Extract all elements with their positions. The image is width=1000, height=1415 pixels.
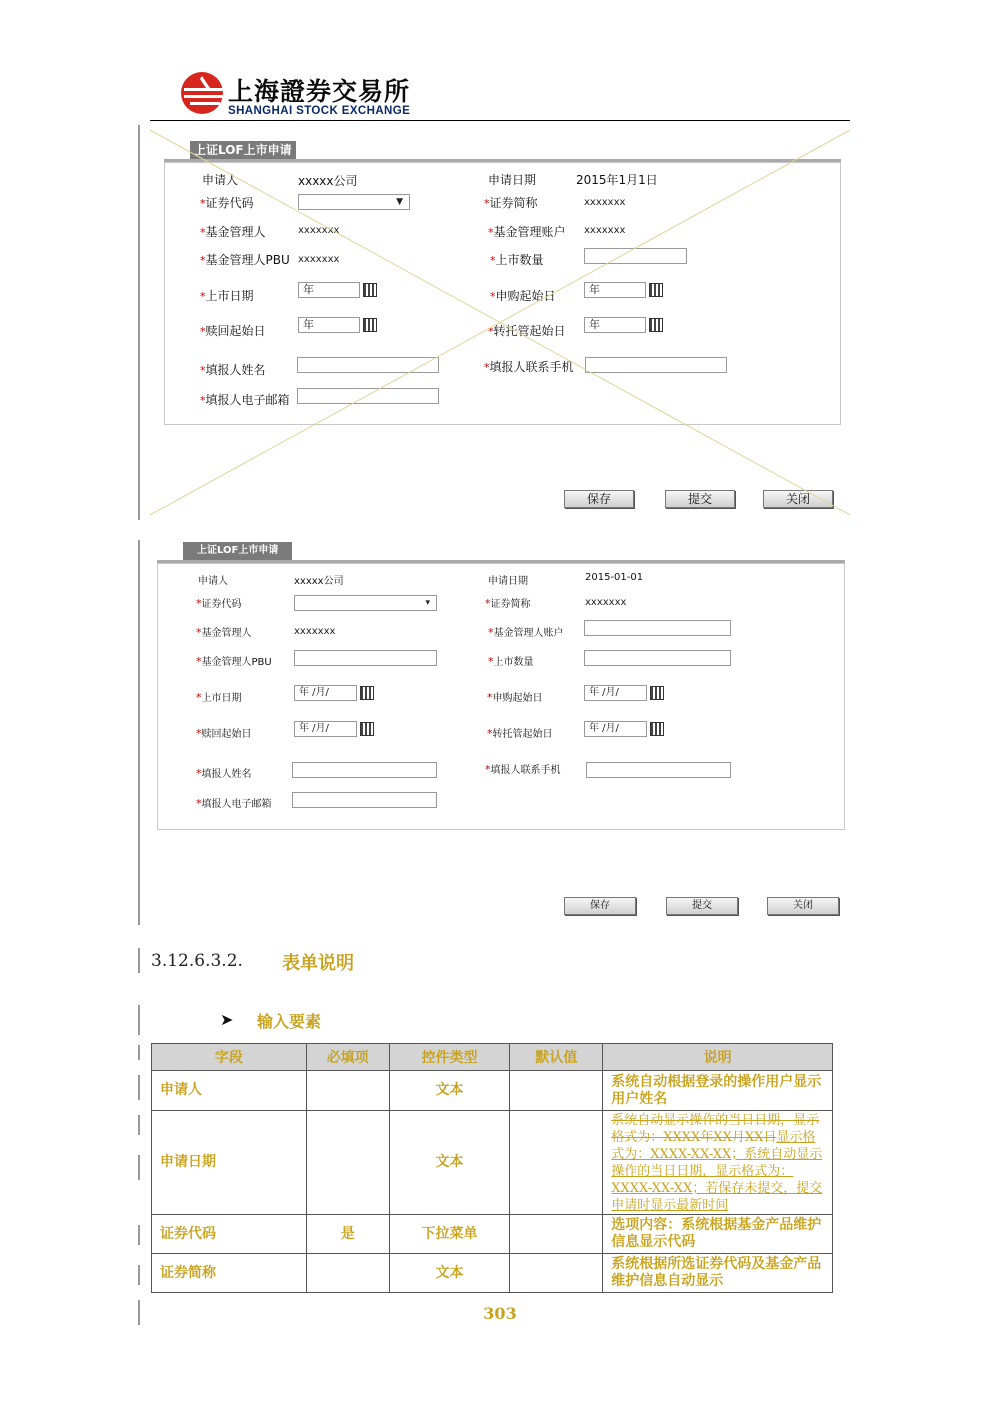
change-bar — [138, 1045, 140, 1060]
security-short-value: xxxxxxx — [585, 597, 627, 608]
form-tab[interactable]: 上证LOF上市申请 — [190, 141, 296, 159]
redemption-start-input[interactable]: 年 — [298, 317, 360, 333]
fund-manager-label: *基金管理人 — [200, 225, 266, 239]
cell-default — [510, 1254, 603, 1293]
applicant-label: 申请人 — [202, 173, 239, 187]
fund-manager-account-input[interactable] — [584, 620, 731, 636]
transfer-start-label: *转托管起始日 — [488, 324, 566, 338]
security-code-select[interactable]: ▼ — [298, 194, 410, 210]
change-bar — [138, 125, 140, 520]
transfer-start-input[interactable]: 年 — [584, 317, 646, 333]
reporter-name-input[interactable] — [292, 762, 437, 778]
mockup-new — [150, 540, 850, 925]
redemption-start-input[interactable]: 年 /月/ — [294, 721, 357, 737]
cell-required: 是 — [306, 1215, 389, 1254]
fund-manager-account-label: *基金管理账户 — [488, 225, 566, 239]
change-bar — [138, 1115, 140, 1135]
calendar-icon[interactable] — [360, 686, 374, 700]
cell-control: 文本 — [389, 1071, 510, 1111]
cell-required — [306, 1111, 389, 1215]
page-number: 303 — [483, 1304, 517, 1323]
input-elements-table — [151, 1043, 833, 1293]
cell-description: 选项内容：系统根据基金产品维护信息显示代码 — [603, 1215, 833, 1254]
change-bar — [138, 1155, 140, 1180]
table-row — [152, 1254, 833, 1293]
cell-control: 下拉菜单 — [389, 1215, 510, 1254]
calendar-icon[interactable] — [650, 686, 664, 700]
reporter-phone-label: *填报人联系手机 — [485, 763, 561, 776]
change-bar — [138, 1075, 140, 1100]
reporter-name-label: *填报人姓名 — [196, 767, 252, 780]
change-bar — [138, 948, 140, 973]
cell-required — [306, 1254, 389, 1293]
logo-english-name: SHANGHAI STOCK EXCHANGE — [228, 105, 411, 117]
header-control-type: 控件类型 — [389, 1044, 510, 1071]
listing-quantity-label: *上市数量 — [488, 655, 534, 668]
applicant-value: xxxxx公司 — [294, 576, 344, 587]
cell-default — [510, 1215, 603, 1254]
calendar-icon[interactable] — [650, 722, 664, 736]
submit-button[interactable]: 提交 — [666, 897, 738, 915]
cell-description: 系统根据所选证券代码及基金产品维护信息自动显示 — [603, 1254, 833, 1293]
sse-logo — [180, 70, 425, 122]
header-default: 默认值 — [510, 1044, 603, 1071]
section-title: 表单说明 — [282, 953, 354, 974]
listing-date-input[interactable]: 年 /月/ — [294, 685, 357, 701]
header-description: 说明 — [603, 1044, 833, 1071]
reporter-phone-input[interactable] — [586, 762, 731, 778]
strike-cross — [150, 125, 850, 520]
close-button[interactable]: 关闭 — [763, 490, 833, 508]
close-button[interactable]: 关闭 — [767, 897, 839, 915]
cell-control: 文本 — [389, 1254, 510, 1293]
cell-default — [510, 1071, 603, 1111]
reporter-name-label: *填报人姓名 — [200, 363, 266, 377]
security-short-label: *证券简称 — [484, 196, 538, 210]
fund-manager-value: xxxxxxx — [294, 626, 336, 637]
reporter-email-label: *填报人电子邮箱 — [196, 797, 272, 810]
listing-date-label: *上市日期 — [196, 691, 242, 704]
fund-manager-pbu-label: *基金管理人PBU — [200, 253, 290, 267]
subscription-start-label: *申购起始日 — [490, 289, 556, 303]
listing-date-input[interactable]: 年 — [298, 282, 360, 298]
fund-manager-value: xxxxxxx — [298, 225, 340, 236]
header-required: 必填项 — [306, 1044, 389, 1071]
applicant-value: xxxxx公司 — [298, 174, 358, 188]
table-header-row — [152, 1044, 833, 1071]
cell-description — [603, 1111, 833, 1215]
apply-date-value: 2015年1月1日 — [576, 173, 658, 187]
change-bar — [138, 540, 140, 925]
listing-quantity-label: *上市数量 — [490, 253, 544, 267]
apply-date-label: 申请日期 — [488, 173, 537, 187]
cell-default — [510, 1111, 603, 1215]
table-row — [152, 1071, 833, 1111]
save-button[interactable]: 保存 — [564, 490, 634, 508]
inserted-text: 显示格式为：XXXX-XX-XX；系统自动显示操作的当日日期，显示格式为：XXXX-XX-XX；若保存未提交，提交申请时显示最新时间 — [611, 1129, 823, 1213]
redemption-start-label: *赎回起始日 — [196, 727, 252, 740]
cell-field: 申请人 — [152, 1071, 307, 1111]
apply-date-label: 申请日期 — [488, 576, 528, 587]
transfer-start-input[interactable]: 年 /月/ — [584, 721, 647, 737]
reporter-phone-label: *填报人联系手机 — [484, 360, 574, 374]
reporter-email-label: *填报人电子邮箱 — [200, 393, 290, 407]
section-number: 3.12.6.3.2. — [151, 951, 243, 971]
table-row — [152, 1111, 833, 1215]
save-button[interactable]: 保存 — [564, 897, 636, 915]
security-code-select[interactable]: ▾ — [294, 595, 437, 611]
transfer-start-label: *转托管起始日 — [487, 727, 553, 740]
fund-manager-pbu-input[interactable] — [294, 650, 437, 666]
logo-chinese-name: 上海證券交易所 — [228, 77, 411, 106]
arrow-bullet-icon: ➤ — [220, 1010, 234, 1029]
redemption-start-label: *赎回起始日 — [200, 324, 266, 338]
apply-date-value: 2015-01-01 — [585, 572, 644, 583]
change-bar — [138, 1225, 140, 1245]
header-rule — [150, 120, 850, 121]
submit-button[interactable]: 提交 — [665, 490, 735, 508]
cell-field: 证券简称 — [152, 1254, 307, 1293]
deleted-text: 系统自动显示操作的当日日期，显示格式为：XXXX年XX月XX日 — [611, 1112, 820, 1145]
change-bar — [138, 1265, 140, 1285]
cell-required — [306, 1071, 389, 1111]
fund-manager-label: *基金管理人 — [196, 626, 252, 639]
sse-logo-icon — [180, 70, 228, 116]
mockup-old — [150, 125, 850, 520]
applicant-label: 申请人 — [198, 576, 228, 587]
listing-date-label: *上市日期 — [200, 289, 254, 303]
fund-manager-pbu-value: xxxxxxx — [298, 254, 340, 265]
calendar-icon[interactable] — [360, 722, 374, 736]
cell-field: 申请日期 — [152, 1111, 307, 1215]
reporter-email-input[interactable] — [292, 792, 437, 808]
cell-description: 系统自动根据登录的操作用户显示用户姓名 — [603, 1071, 833, 1111]
change-bar — [138, 1005, 140, 1035]
cell-field: 证券代码 — [152, 1215, 307, 1254]
subscription-start-input[interactable]: 年 /月/ — [584, 685, 647, 701]
fund-manager-pbu-label: *基金管理人PBU — [196, 655, 272, 668]
subscription-start-label: *申购起始日 — [487, 691, 543, 704]
header-field: 字段 — [152, 1044, 307, 1071]
form-tab[interactable]: 上证LOF上市申请 — [183, 542, 292, 560]
security-short-value: xxxxxxx — [584, 197, 626, 208]
security-short-label: *证券简称 — [485, 597, 531, 610]
security-code-label: *证券代码 — [200, 196, 254, 210]
cell-control: 文本 — [389, 1111, 510, 1215]
subsection-title: 输入要素 — [257, 1012, 322, 1031]
subscription-start-input[interactable]: 年 — [584, 282, 646, 298]
listing-quantity-input[interactable] — [584, 650, 731, 666]
security-code-label: *证券代码 — [196, 597, 242, 610]
fund-manager-account-label: *基金管理人账户 — [488, 626, 564, 639]
fund-manager-account-value: xxxxxxx — [584, 225, 626, 236]
table-row — [152, 1215, 833, 1254]
